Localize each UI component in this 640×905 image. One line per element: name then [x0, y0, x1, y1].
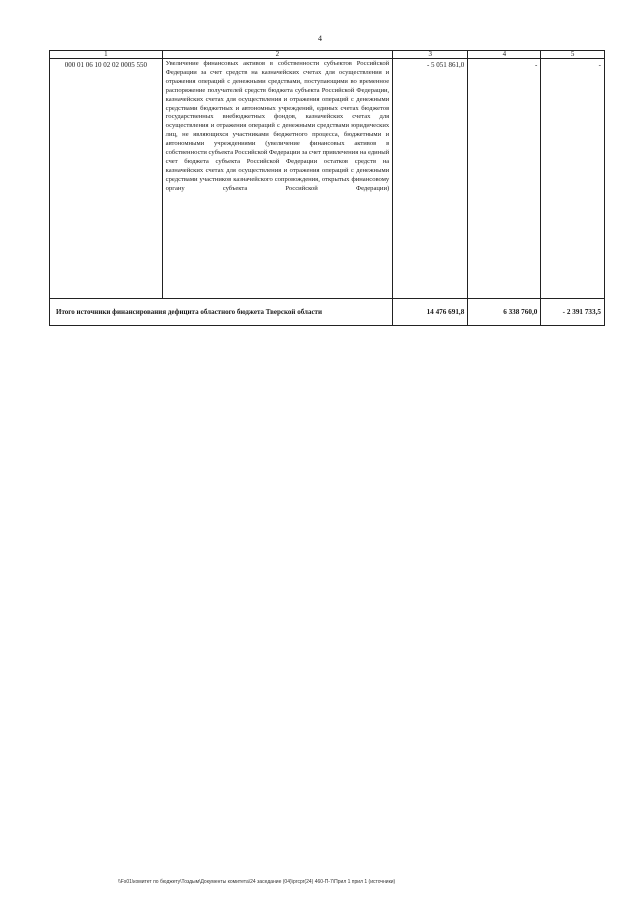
- total-row: [50, 299, 605, 326]
- table-row: [50, 59, 605, 299]
- total-label: Итого источники финансирования дефицита областного бюджета Тверской области: [50, 299, 393, 326]
- sources-table: [49, 50, 605, 326]
- page-number: 4: [318, 34, 322, 43]
- row-value-5: -: [541, 59, 605, 299]
- column-header-1: 1: [50, 51, 163, 59]
- row-value-3: - 5 051 861,0: [393, 59, 468, 299]
- footer-file-path: \\Fs01\комитет по бюджету\Тоздым\Документы комитета\24 заседание (04)\prcpr(24) 460-П-7\Прил 1 прил 1 (источники): [118, 879, 396, 885]
- total-value-5: - 2 391 733,5: [541, 299, 605, 326]
- total-value-3: 14 476 691,8: [393, 299, 468, 326]
- row-code: 000 01 06 10 02 02 0005 550: [50, 59, 163, 299]
- table-header-row: [50, 51, 605, 59]
- row-name: Увеличение финансовых активов в собственности субъектов Российской Федерации за счет средств на казначейских счетах для осуществления и отражения операций с денежными средствами, поступающими во временное распоряжение получателей средств бюджета субъекта Российской Федерации, казначейских счетах для осуществления и отражения операций с денежными средствами бюджетных и автономных учреждений, единых счетах бюджетов государственных внебюджетных фондов, казначейских счетах для осуществления и отражения операций с денежными средствами юридических лиц, не являющихся участниками бюджетного процесса, бюджетными и автономными учреждениями (увеличение финансовых активов в собственности субъекта Российской Федерации за счет привлечения на единый счет бюджета субъекта Российской Федерации остатков средств на казначейских счетах для осуществления и отражения операций с денежными средствами участников казначейского сопровождения, открытых финансовому органу субъекта Российской Федерации): [162, 59, 393, 299]
- column-header-4: 4: [468, 51, 541, 59]
- total-value-4: 6 338 760,0: [468, 299, 541, 326]
- row-value-4: -: [468, 59, 541, 299]
- column-header-5: 5: [541, 51, 605, 59]
- column-header-2: 2: [162, 51, 393, 59]
- column-header-3: 3: [393, 51, 468, 59]
